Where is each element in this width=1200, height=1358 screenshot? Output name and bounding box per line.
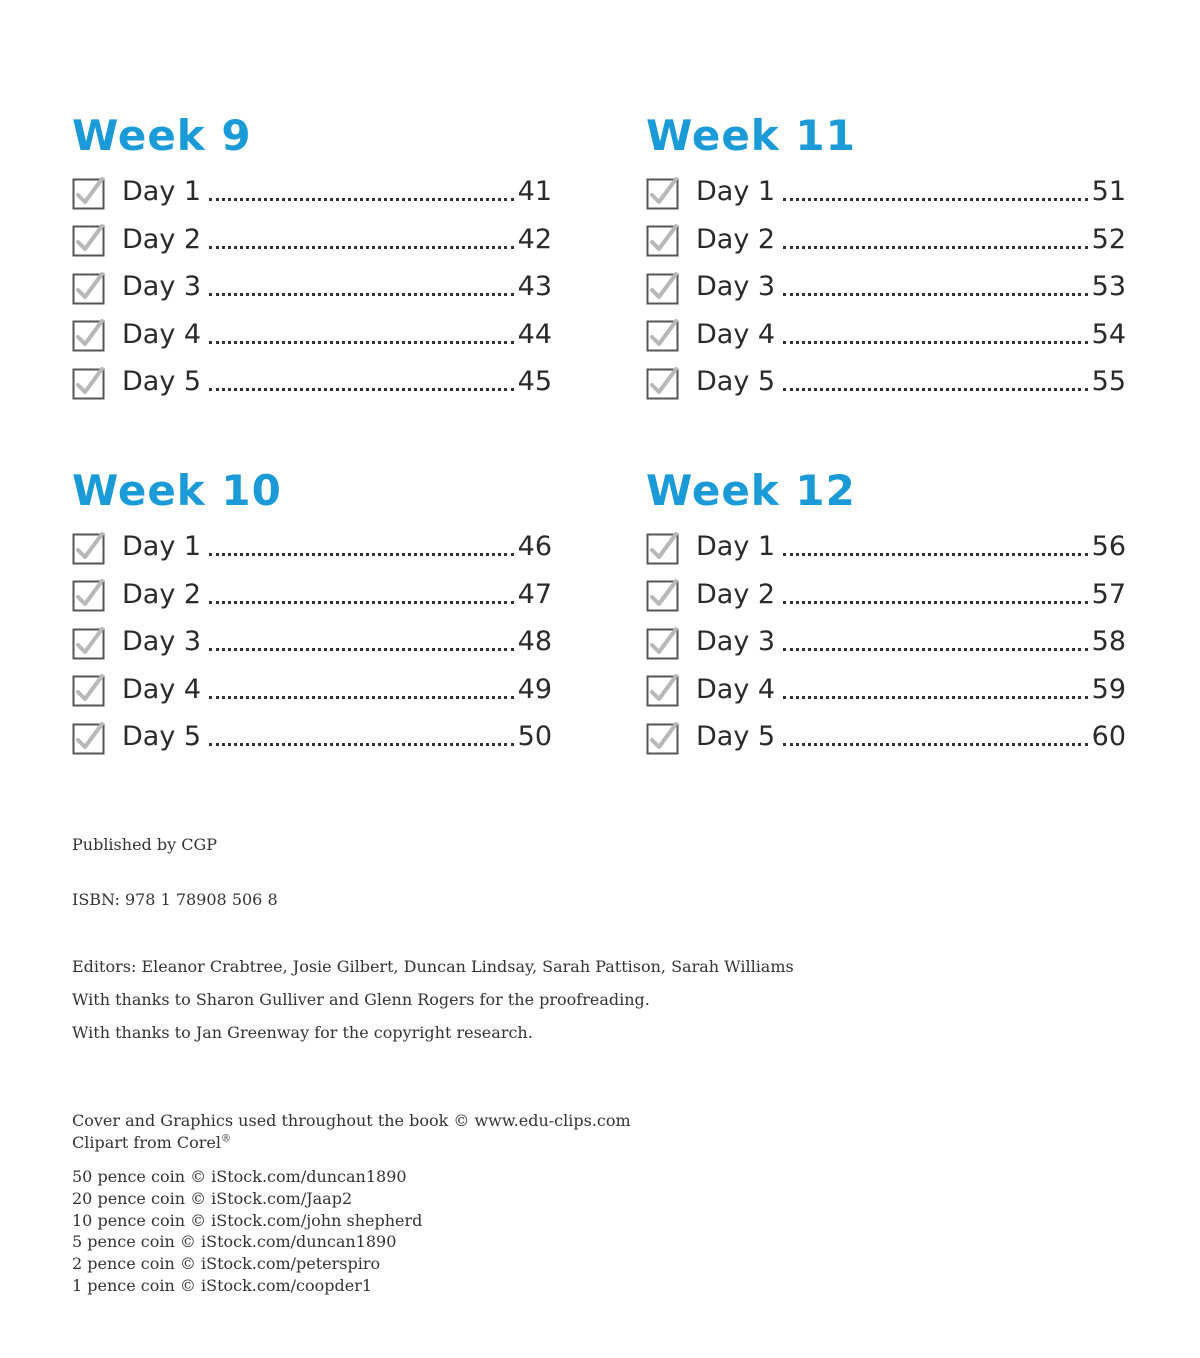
- dot-leader: [783, 533, 1088, 556]
- dot-leader: [783, 226, 1088, 249]
- day-label: Day 2: [696, 223, 776, 255]
- checkbox-icon[interactable]: [646, 531, 678, 563]
- day-row[interactable]: [72, 216, 552, 264]
- week-11-section: [646, 108, 1126, 406]
- day-row[interactable]: [72, 523, 552, 571]
- checkbox-icon[interactable]: [646, 271, 678, 303]
- checkbox-icon[interactable]: [646, 626, 678, 658]
- day-label: Day 3: [696, 626, 776, 658]
- dot-leader: [209, 321, 514, 344]
- checkbox-icon[interactable]: [646, 366, 678, 398]
- checkbox-icon[interactable]: [72, 271, 104, 303]
- dot-leader: [209, 723, 514, 746]
- checkbox-icon[interactable]: [72, 318, 104, 350]
- registered-mark: ®: [221, 1133, 231, 1145]
- day-label: Day 3: [696, 271, 776, 303]
- dot-leader: [783, 628, 1088, 651]
- day-row[interactable]: [72, 713, 552, 761]
- page-number: 45: [517, 366, 552, 398]
- checkbox-icon[interactable]: [72, 176, 104, 208]
- checkbox-icon[interactable]: [72, 673, 104, 705]
- week-10-section: [72, 463, 552, 761]
- publisher-text: Published by CGP: [72, 835, 218, 854]
- coin-credit: 2 pence coin © iStock.com/peterspiro: [72, 1254, 381, 1274]
- day-row[interactable]: [646, 358, 1126, 406]
- day-row[interactable]: [72, 571, 552, 619]
- page-number: 55: [1091, 366, 1126, 398]
- page-number: 41: [517, 176, 552, 208]
- checkbox-icon[interactable]: [646, 176, 678, 208]
- day-label: Day 2: [122, 578, 202, 610]
- dot-leader: [209, 628, 514, 651]
- dot-leader: [783, 273, 1088, 296]
- dot-leader: [783, 321, 1088, 344]
- page-number: 42: [517, 223, 552, 255]
- page-number: 47: [517, 578, 552, 610]
- day-label: Day 3: [122, 271, 202, 303]
- day-row[interactable]: [646, 263, 1126, 311]
- editors-text: Editors: Eleanor Crabtree, Josie Gilbert, Duncan Lindsay, Sarah Pattison, Sarah Williams: [72, 957, 794, 976]
- page-number: 49: [517, 673, 552, 705]
- day-row[interactable]: [646, 618, 1126, 666]
- page-number: 56: [1091, 531, 1126, 563]
- day-label: Day 4: [122, 318, 202, 350]
- day-row[interactable]: [72, 311, 552, 359]
- day-label: Day 5: [696, 721, 776, 753]
- page-number: 54: [1091, 318, 1126, 350]
- copyright-thanks-text: With thanks to Jan Greenway for the copyright research.: [72, 1023, 533, 1042]
- day-label: Day 2: [696, 578, 776, 610]
- dot-leader: [209, 178, 514, 201]
- coin-credit: 5 pence coin © iStock.com/duncan1890: [72, 1232, 397, 1252]
- coin-credit: 20 pence coin © iStock.com/Jaap2: [72, 1188, 353, 1208]
- page-number: 52: [1091, 223, 1126, 255]
- day-row[interactable]: [646, 216, 1126, 264]
- day-row[interactable]: [646, 311, 1126, 359]
- day-row[interactable]: [646, 666, 1126, 714]
- dot-leader: [783, 581, 1088, 604]
- week-9-section: [72, 108, 552, 406]
- week-title: Week 10: [72, 466, 282, 515]
- dot-leader: [209, 368, 514, 391]
- dot-leader: [783, 676, 1088, 699]
- day-row[interactable]: [646, 168, 1126, 216]
- proofreading-thanks-text: With thanks to Sharon Gulliver and Glenn Rogers for the proofreading.: [72, 990, 650, 1009]
- page-number: 59: [1091, 673, 1126, 705]
- day-label: Day 5: [122, 366, 202, 398]
- day-row[interactable]: [72, 618, 552, 666]
- page-number: 46: [517, 531, 552, 563]
- coin-credit: 1 pence coin © iStock.com/coopder1: [72, 1275, 373, 1295]
- checkbox-icon[interactable]: [72, 223, 104, 255]
- day-row[interactable]: [72, 168, 552, 216]
- day-label: Day 1: [696, 176, 776, 208]
- day-label: Day 4: [696, 673, 776, 705]
- day-label: Day 5: [122, 721, 202, 753]
- dot-leader: [209, 226, 514, 249]
- isbn-text: ISBN: 978 1 78908 506 8: [72, 890, 278, 909]
- checkbox-icon[interactable]: [646, 721, 678, 753]
- clipart-credit: [72, 1133, 231, 1152]
- day-label: Day 5: [696, 366, 776, 398]
- week-title: Week 12: [646, 466, 856, 515]
- page-number: 60: [1091, 721, 1126, 753]
- page-number: 43: [517, 271, 552, 303]
- dot-leader: [209, 533, 514, 556]
- day-label: Day 4: [122, 673, 202, 705]
- page-number: 44: [517, 318, 552, 350]
- page-number: 50: [517, 721, 552, 753]
- day-label: Day 1: [696, 531, 776, 563]
- coin-credits-list: [72, 1166, 422, 1297]
- day-row[interactable]: [646, 571, 1126, 619]
- day-label: Day 4: [696, 318, 776, 350]
- day-label: Day 1: [122, 176, 202, 208]
- cover-graphics-credit: Cover and Graphics used throughout the book © www.edu-clips.com: [72, 1111, 631, 1130]
- dot-leader: [209, 273, 514, 296]
- checkbox-icon[interactable]: [646, 223, 678, 255]
- day-label: Day 2: [122, 223, 202, 255]
- dot-leader: [783, 723, 1088, 746]
- checkbox-icon[interactable]: [72, 366, 104, 398]
- checkbox-icon[interactable]: [72, 626, 104, 658]
- checkbox-icon[interactable]: [646, 578, 678, 610]
- day-row[interactable]: [646, 713, 1126, 761]
- page-number: 48: [517, 626, 552, 658]
- clipart-credit-text: Clipart from Corel: [72, 1133, 221, 1152]
- week-12-section: [646, 463, 1126, 761]
- checkbox-icon[interactable]: [72, 721, 104, 753]
- coin-credit: 50 pence coin © iStock.com/duncan1890: [72, 1167, 407, 1186]
- dot-leader: [209, 581, 514, 604]
- week-title: Week 9: [72, 111, 252, 160]
- page-number: 53: [1091, 271, 1126, 303]
- day-row[interactable]: [72, 666, 552, 714]
- checkbox-icon[interactable]: [72, 531, 104, 563]
- checkbox-icon[interactable]: [646, 673, 678, 705]
- day-label: Day 3: [122, 626, 202, 658]
- dot-leader: [209, 676, 514, 699]
- page-number: 58: [1091, 626, 1126, 658]
- week-title: Week 11: [646, 111, 856, 160]
- dot-leader: [783, 178, 1088, 201]
- day-row[interactable]: [72, 358, 552, 406]
- coin-credit: 10 pence coin © iStock.com/john shepherd: [72, 1210, 423, 1230]
- day-row[interactable]: [72, 263, 552, 311]
- checkbox-icon[interactable]: [72, 578, 104, 610]
- day-label: Day 1: [122, 531, 202, 563]
- page-number: 57: [1091, 578, 1126, 610]
- page-number: 51: [1091, 176, 1126, 208]
- day-row[interactable]: [646, 523, 1126, 571]
- checkbox-icon[interactable]: [646, 318, 678, 350]
- dot-leader: [783, 368, 1088, 391]
